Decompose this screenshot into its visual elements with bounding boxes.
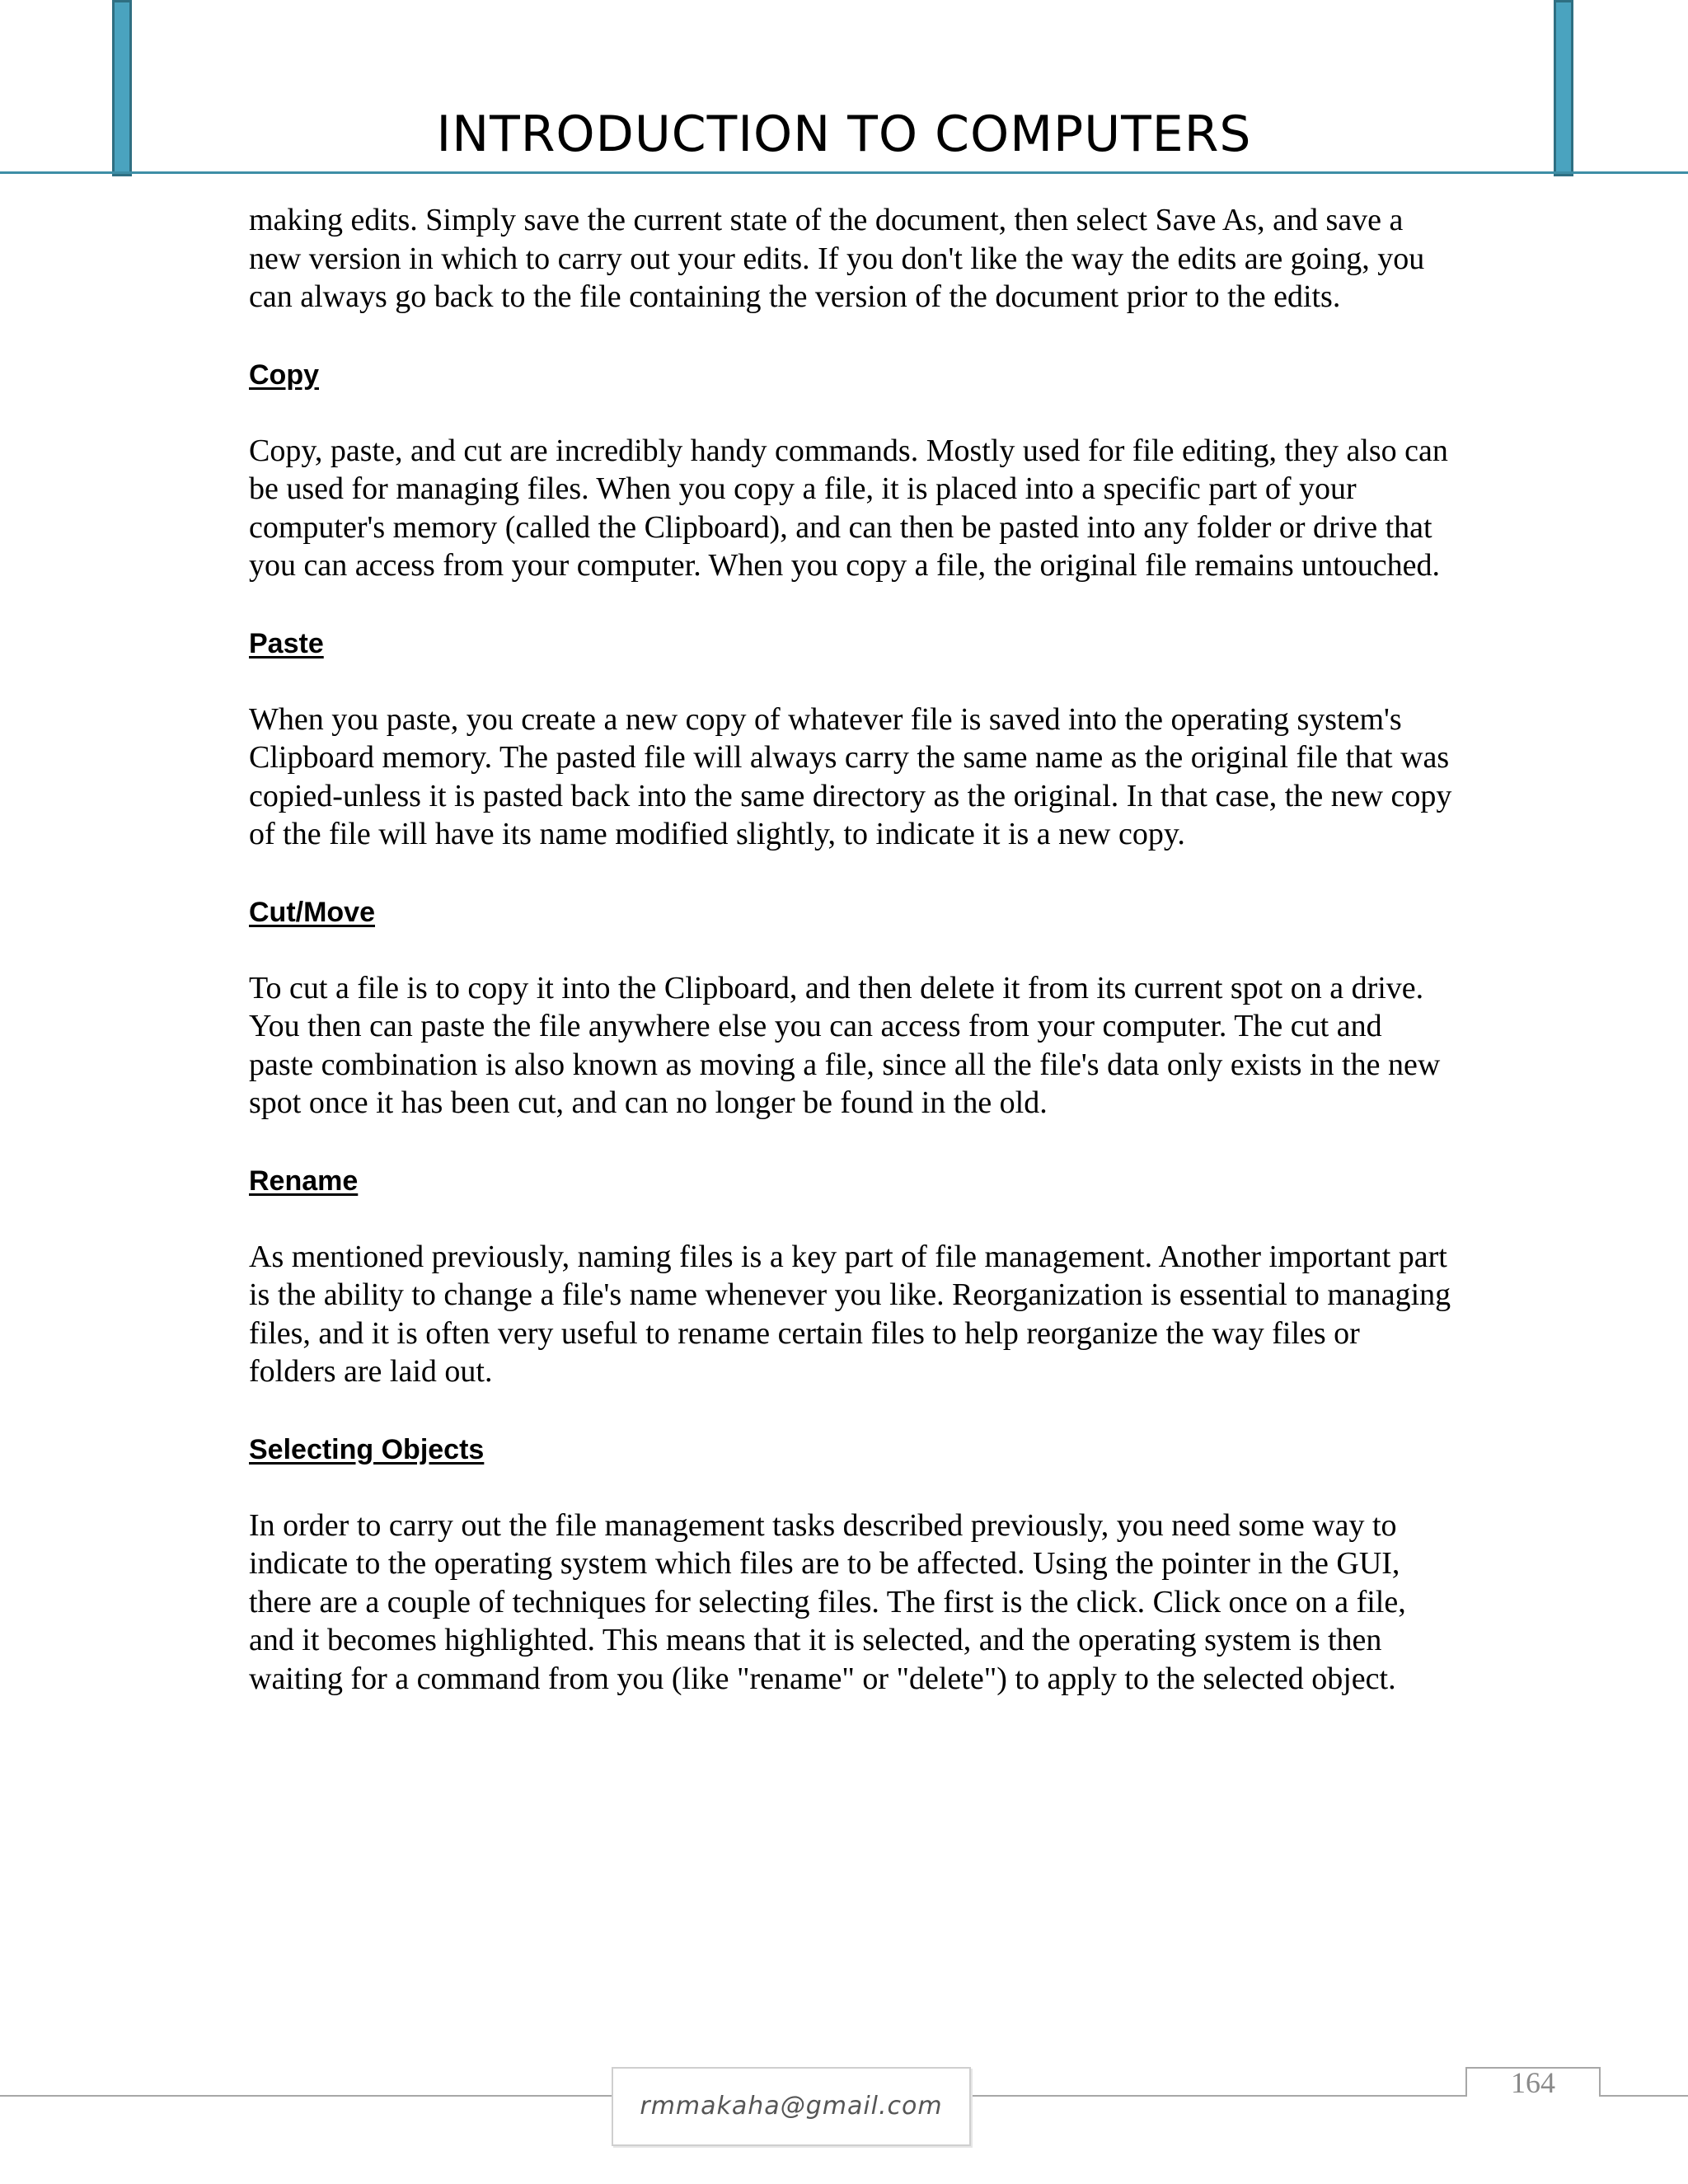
section-cut-move — [249, 893, 1452, 1122]
document-body — [249, 201, 1452, 1698]
section-body-rename: As mentioned previously, naming files is a key part of file management. Another important part is the ability to change a file's name whenever you like. Reorganization is essential to managing files, and it is often very useful to rename certain files to help reorganize the way files or folders are laid out. — [249, 1239, 1451, 1389]
footer-email-box — [612, 2067, 971, 2146]
section-body-paste: When you paste, you create a new copy of whatever file is saved into the operating system's Clipboard memory. The pasted file will always carry the same name as the original file that was copied-unless it is pasted back into the same directory as the original. In that case, the new copy of the file will have its name modified slightly, to indicate it is a new copy. — [249, 701, 1452, 851]
page-number-tab — [1465, 2067, 1601, 2097]
section-heading-cut-move: Cut/Move — [249, 896, 375, 928]
section-heading-copy: Copy — [249, 359, 319, 391]
page-number: 164 — [1511, 2066, 1555, 2099]
section-copy — [249, 356, 1452, 585]
header-divider — [0, 171, 1688, 174]
footer-email: rmmakaha@gmail.com — [640, 2092, 943, 2121]
intro-paragraph: making edits. Simply save the current state of the document, then select Save As, and save a new version in which to carry out your edits. If you don't like the way the edits are going, you can always go back to the file containing the version of the document prior to the edits. — [249, 203, 1425, 314]
section-rename — [249, 1162, 1452, 1391]
page-title: INTRODUCTION TO COMPUTERS — [436, 105, 1252, 163]
section-heading-rename: Rename — [249, 1165, 359, 1197]
section-paste — [249, 625, 1452, 854]
section-body-copy: Copy, paste, and cut are incredibly handy commands. Mostly used for file editing, they also can be used for managing files. When you copy a file, it is placed into a specific part of your computer's memory (called the Clipboard), and can then be pasted into any folder or drive that you can access from your computer. When you copy a file, the original file remains untouched. — [249, 433, 1448, 583]
section-heading-paste: Paste — [249, 627, 324, 659]
section-heading-selecting-objects: Selecting Objects — [249, 1433, 485, 1465]
section-body-selecting-objects: In order to carry out the file management tasks described previously, you need some way to indicate to the operating system which files are to be affected. Using the pointer in the GUI, there are a couple of techniques for selecting files. The first is the click. Click once on a file, and it becomes highlighted. This means that it is selected, and the operating system is then waiting for a command from you (like "rename" or "delete") to apply to the selected object. — [249, 1507, 1406, 1696]
section-body-cut-move: To cut a file is to copy it into the Clipboard, and then delete it from its current spot on a drive. You then can paste the file anywhere else you can access from your computer. The cut and paste combination is also known as moving a file, since all the file's data only exists in the new spot once it has been cut, and can no longer be found in the old. — [249, 970, 1441, 1120]
section-selecting-objects — [249, 1431, 1452, 1699]
